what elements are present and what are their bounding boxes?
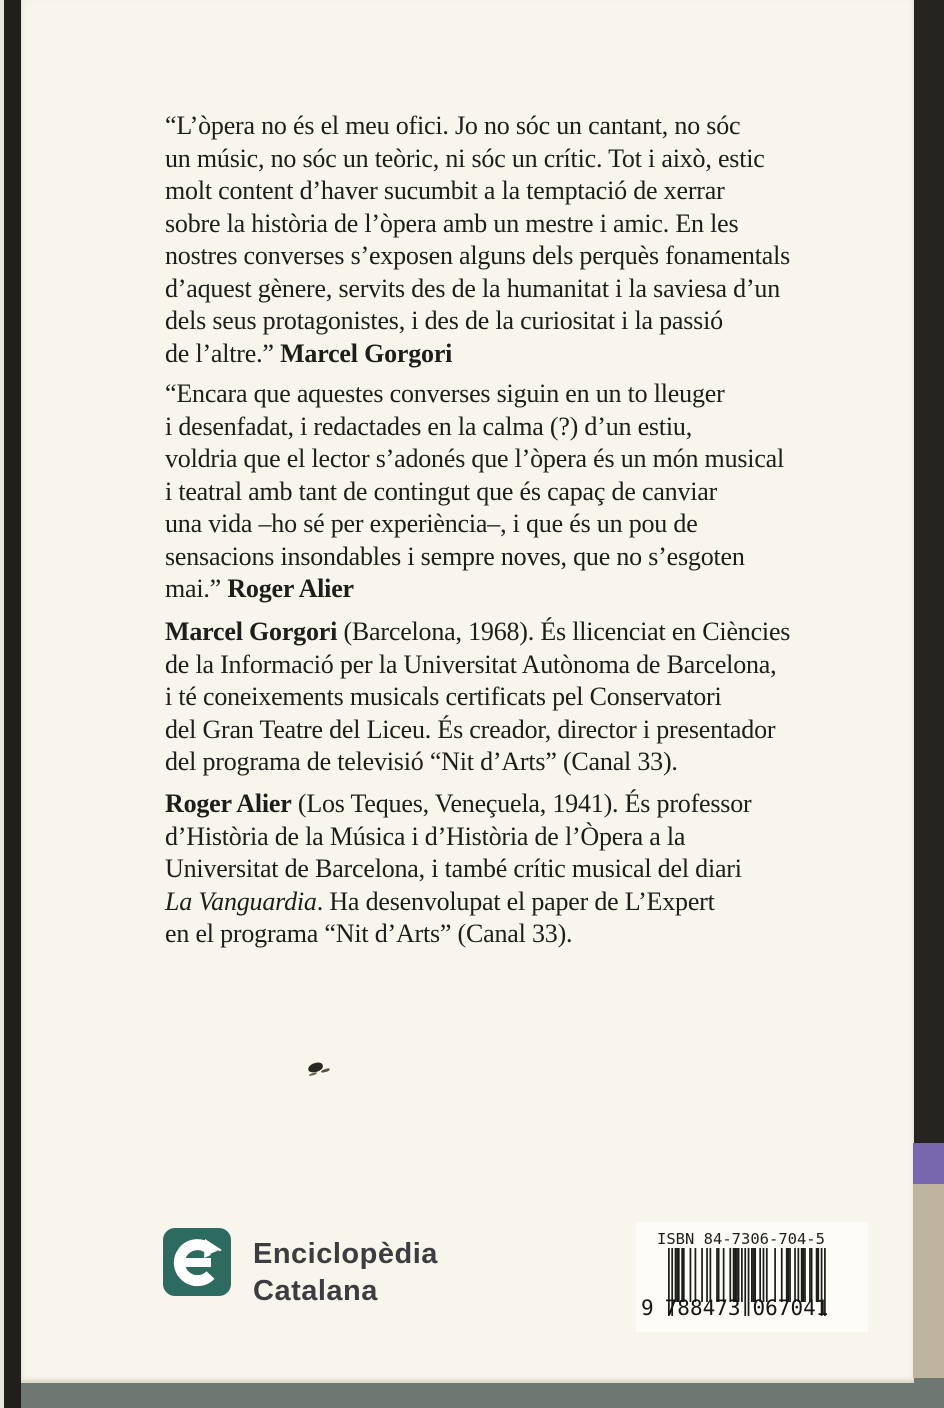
quote-line: dels seus protagonistes, i des de la curiositat i la passió <box>165 306 723 335</box>
publisher-name <box>253 1236 438 1310</box>
bio-line: d’Història de la Música i d’Història de l’Òpera a la <box>165 821 686 851</box>
back-cover <box>21 0 914 1383</box>
quote-closing: mai.” <box>165 574 228 603</box>
isbn-block <box>636 1222 868 1332</box>
quote-closing: de l’altre.” <box>165 338 281 368</box>
ean-group1: 788473 <box>664 1296 741 1320</box>
adjacent-cover-purple-band <box>913 1143 944 1184</box>
ean-digit-left: 9 <box>641 1296 654 1320</box>
adjacent-cover-tan-band <box>913 1184 944 1378</box>
publisher-name-line2: Catalana <box>253 1275 378 1307</box>
book-spine-left <box>4 0 21 1408</box>
quote-line: una vida –ho sé per experiència–, i que és un pou de <box>165 509 698 538</box>
quote-line: “Encara que aquestes converses siguin en un to lleuger <box>165 379 725 408</box>
bio-line: Universitat de Barcelona, i també crític musical del diari <box>165 854 742 883</box>
quote-line: molt content d’haver sucumbit a la temptació de xerrar <box>165 176 725 205</box>
quote-marcel-gorgori <box>165 110 790 370</box>
bio-line <box>165 788 751 821</box>
bio-text: . Ha desenvolupat el paper de L’Expert <box>316 886 715 916</box>
quote-last-line <box>165 338 790 371</box>
bio-line: del Gran Teatre del Liceu. És creador, director i presentador <box>165 714 776 744</box>
quote-line: sobre la història de l’òpera amb un mestre i amic. En les <box>165 208 739 238</box>
isbn-label: ISBN 84-7306-704-5 <box>657 1230 825 1248</box>
adjacent-cover-black-band <box>914 0 944 1143</box>
ean-digits <box>641 1296 828 1320</box>
bio-marcel-gorgori <box>165 616 790 779</box>
ean-group2: 067041 <box>752 1296 829 1320</box>
quote-line: voldria que el lector s’adonés que l’òpera és un món musical <box>165 444 785 473</box>
quote-line: “L’òpera no és el meu ofici. Jo no sóc un cantant, no sóc <box>165 111 741 140</box>
quote-line: i desenfadat, i redactades en la calma (?) d’un estiu, <box>165 411 692 441</box>
author-name-marcel-gorgori: Marcel Gorgori <box>280 338 453 368</box>
bio-line: en el programa “Nit d’Arts” (Canal 33). <box>165 919 573 948</box>
bio-line <box>165 616 790 649</box>
quote-line: sensacions insondables i sempre noves, que no s’esgoten <box>165 541 745 571</box>
quote-roger-alier <box>165 378 784 606</box>
bio-line: i té coneixements musicals certificats pel Conservatori <box>165 682 722 711</box>
quote-line: i teatral amb tant de contingut que és capaç de canviar <box>165 476 718 506</box>
bio-text: (Los Teques, Veneçuela, 1941). És professor <box>291 789 752 818</box>
quote-line: d’aquest gènere, servits des de la humanitat i la saviesa d’un <box>165 273 781 303</box>
quote-line: un músic, no sóc un teòric, ni sóc un crític. Tot i això, estic <box>165 143 765 173</box>
bio-roger-alier <box>165 788 751 951</box>
author-name-roger-alier: Roger Alier <box>227 574 354 603</box>
quote-last-line <box>165 573 784 606</box>
bio-name: Marcel Gorgori <box>165 617 338 646</box>
enciclopedia-catalana-logo-icon <box>163 1228 231 1296</box>
bio-line <box>165 886 751 919</box>
bio-name: Roger Alier <box>165 789 292 818</box>
bio-line: de la Informació per la Universitat Autònoma de Barcelona, <box>165 649 777 679</box>
publisher-name-line1: Enciclopèdia <box>253 1238 438 1270</box>
bio-line: del programa de televisió “Nit d’Arts” (Canal 33). <box>165 747 678 776</box>
newspaper-title: La Vanguardia <box>165 886 317 916</box>
quote-line: nostres converses s’exposen alguns dels perquès fonamentals <box>165 241 791 270</box>
bio-text: (Barcelona, 1968). És llicenciat en Ciències <box>337 617 791 646</box>
ink-speck <box>307 1062 324 1074</box>
